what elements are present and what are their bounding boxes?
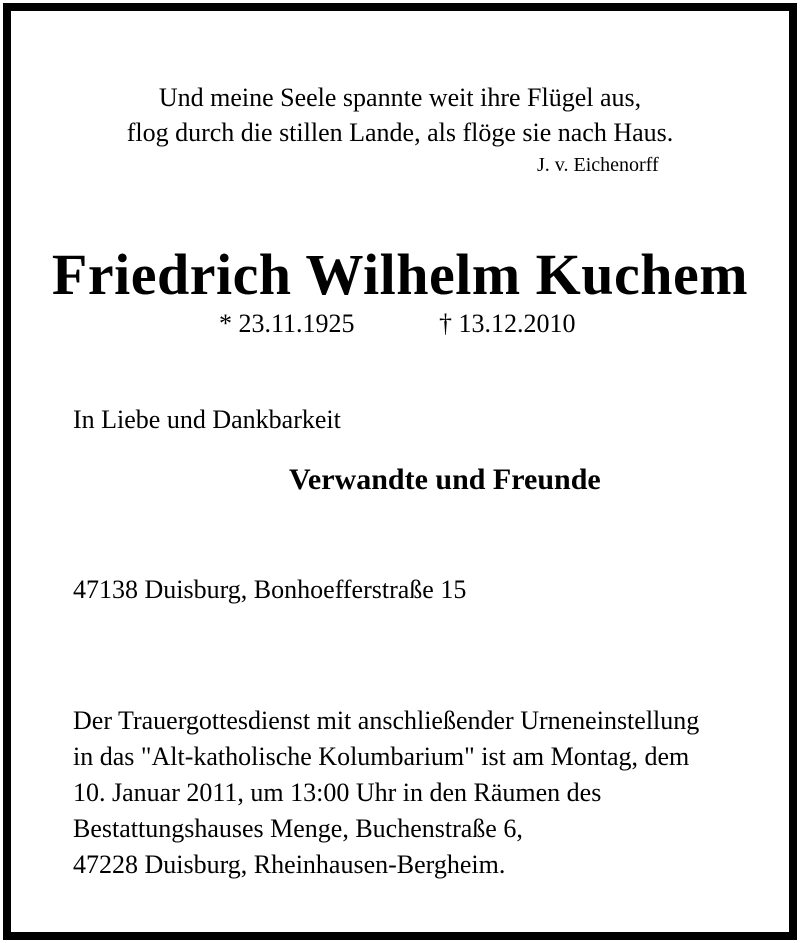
service-info xyxy=(73,703,699,883)
service-line: Bestattungshauses Menge, Buchenstraße 6, xyxy=(73,814,523,843)
service-line: Der Trauergottesdienst mit anschließender Urneneinstellung xyxy=(73,706,700,735)
obituary-notice xyxy=(3,3,797,940)
service-line: 10. Januar 2011, um 13:00 Uhr in den Räumen des xyxy=(73,778,602,807)
mourners: Verwandte und Freunde xyxy=(289,463,601,496)
poem-author: J. v. Eichenorff xyxy=(537,154,659,176)
address: 47138 Duisburg, Bonhoefferstraße 15 xyxy=(73,575,467,604)
deceased-name: Friedrich Wilhelm Kuchem xyxy=(51,242,749,307)
poem-line-2: flog durch die stillen Lande, als flöge sie nach Haus. xyxy=(126,118,674,147)
service-line: 47228 Duisburg, Rheinhausen-Bergheim. xyxy=(73,850,506,879)
service-line: in das "Alt-katholische Kolumbarium" ist am Montag, dem xyxy=(73,742,690,771)
death-date: † 13.12.2010 xyxy=(439,309,576,338)
birth-date: * 23.11.1925 xyxy=(219,309,355,338)
dedication: In Liebe und Dankbarkeit xyxy=(73,405,341,434)
poem-line-1: Und meine Seele spannte weit ihre Flügel aus, xyxy=(158,83,642,112)
